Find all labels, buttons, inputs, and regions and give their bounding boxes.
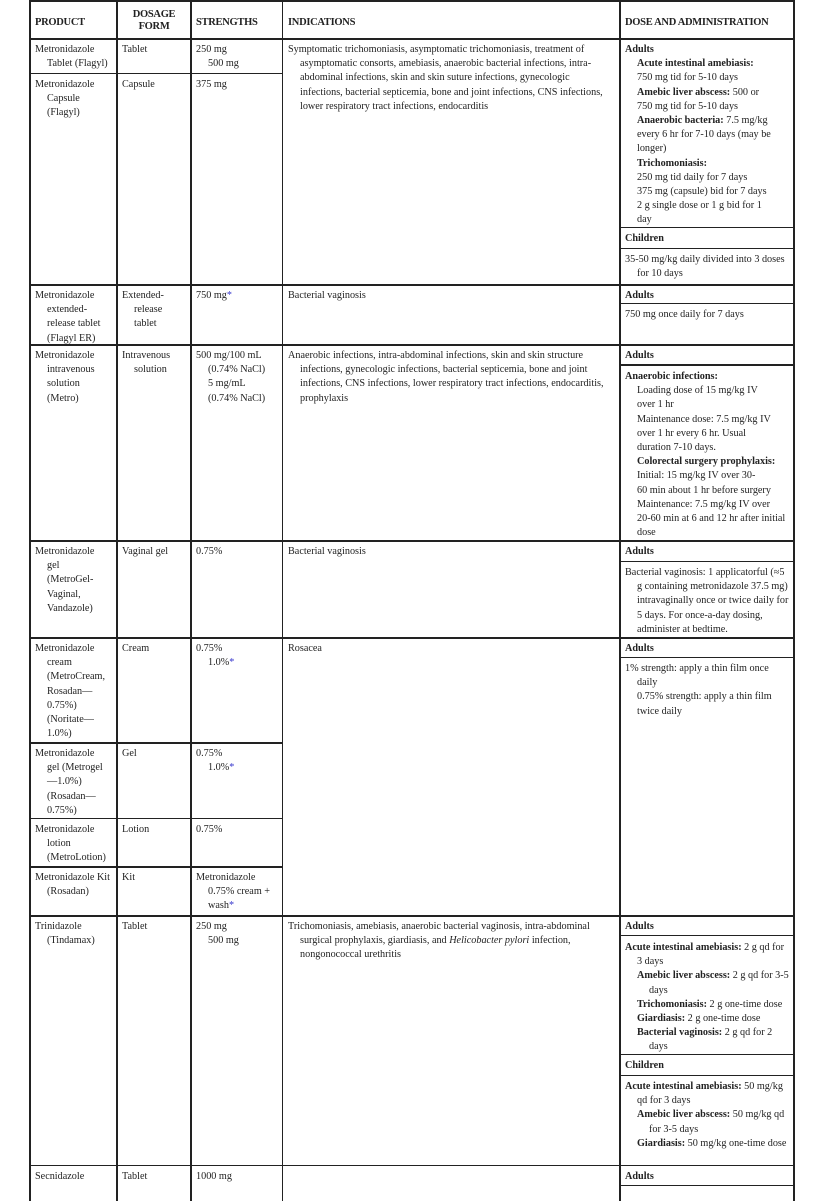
product-name: Vandazole) (47, 602, 93, 614)
dose-instruction: dose (637, 527, 656, 539)
dose-text: Bacterial vaginosis: 1 applicatorful (≈5 g containing metronidazole 37.5 mg) intravaginally once or twice daily for 5 days. For once-a-day dosing, administer at bedtime. (625, 567, 789, 635)
dose-instruction: 2 g qd for 3-5 days (649, 970, 789, 996)
product-name: Metronidazole (35, 546, 95, 557)
strength-value: Metronidazole (196, 872, 256, 883)
product-name: solution (47, 378, 80, 390)
dose-line (625, 526, 789, 540)
strengths-cell (192, 286, 282, 303)
strength-value: 750 mg (196, 290, 227, 301)
dose-line (625, 1108, 789, 1136)
dose-line (625, 398, 789, 412)
dose-indication-label: Amebic liver abscess: (637, 86, 731, 98)
strength-value: wash (208, 900, 229, 912)
product-name: Trinidazole (35, 921, 82, 932)
strength-value: 0.75% cream + (208, 886, 271, 898)
dose-line (625, 1012, 789, 1026)
dosage-form: Extended- (122, 290, 164, 301)
product-name: (Flagyl ER) (47, 332, 96, 344)
dose-instruction: 50 mg/kg qd for 3 days (637, 1081, 783, 1107)
strengths-cell: 0.75% (196, 546, 223, 557)
dose-instruction: 2 g single dose or 1 g bid for 1 (637, 200, 762, 212)
product-name: (MetroGel- (47, 574, 94, 586)
dose-instruction: 50 mg/kg one-time dose (685, 1137, 787, 1149)
product-cell (31, 917, 116, 948)
dose-instruction: 750 mg tid for 5-10 days (637, 72, 739, 84)
product-name: Metronidazole (35, 350, 95, 361)
dose-instruction: every 6 hr for 7-10 days (may be (637, 129, 771, 141)
product-name: Vaginal, (47, 588, 81, 600)
strength-value: (0.74% NaCl) (208, 364, 266, 376)
dose-line (625, 484, 789, 498)
product-cell (31, 286, 116, 346)
dosage-form-cell: Cream (122, 643, 150, 654)
dose-indication-label: Bacterial vaginosis: (637, 1027, 723, 1039)
dose-text: 35-50 mg/kg daily divided into 3 doses for 10 days (625, 254, 785, 280)
dosage-form-cell: Kit (122, 872, 136, 883)
dose-indication-label: Trichomoniasis: (637, 157, 707, 169)
indications-cell: Bacterial vaginosis (288, 546, 366, 557)
dose-line (637, 213, 789, 227)
dose-indication-label: Amebic liver abscess: (637, 970, 731, 982)
dose-line (637, 142, 789, 156)
dose-cell (621, 659, 793, 719)
dose-line (625, 469, 789, 483)
indications-cell (284, 346, 616, 406)
product-name: Metronidazole (35, 824, 95, 835)
rule (619, 364, 795, 366)
product-name: Metronidazole (35, 748, 95, 759)
product-name: Metronidazole (35, 290, 95, 301)
strength-value: 500 mg/100 mL (196, 350, 262, 361)
indications-cell: Rosacea (288, 643, 322, 654)
dose-line (637, 100, 789, 114)
dose-cell (621, 40, 793, 228)
header-dosage-form-line2: FORM (138, 21, 170, 33)
product-cell (31, 542, 116, 616)
dosage-form: release (134, 304, 163, 316)
dose-line (637, 86, 789, 100)
dose-indication-label: Anaerobic bacteria: (637, 115, 724, 127)
footnote-asterisk: * (226, 290, 232, 301)
header-indications: INDICATIONS (288, 17, 356, 28)
product-name: (Tindamax) (47, 935, 95, 947)
rule (619, 561, 795, 562)
rule (619, 1075, 795, 1076)
dose-indication-label: Trichomoniasis: (637, 998, 707, 1010)
product-name: lotion (47, 838, 71, 850)
organism-name: Helicobacter pylori (449, 935, 530, 947)
dose-line (625, 370, 789, 384)
product-cell (31, 75, 116, 121)
strengths-cell: 375 mg (196, 79, 227, 90)
dose-line (625, 512, 789, 526)
indications-text: Symptomatic trichomoniasis, asymptomatic trichomoniasis, treatment of asymptomatic consorts, amebiasis, anaerobic bacterial infections, intra-abdominal infections, skin and skin suture infections, gynecologic infections, bacterial septicemia, bone and joint infections, CNS infections, lower respiratory tract infections, endocarditis (288, 44, 603, 112)
dose-instruction: Initial: 15 mg/kg IV over 30- (637, 470, 756, 482)
strengths-cell (192, 639, 282, 670)
dose-instruction: over 1 hr every 6 hr. Usual (637, 427, 746, 439)
strength-value: 1.0% (208, 657, 230, 669)
product-name: Metronidazole (35, 79, 95, 90)
rule (116, 0, 118, 1201)
product-name: (Metro) (47, 392, 79, 404)
dose-line (625, 998, 789, 1012)
dosage-form-cell: Lotion (122, 824, 150, 835)
dose-line (637, 128, 789, 142)
rule (29, 73, 283, 74)
product-cell (31, 868, 116, 899)
rule (29, 818, 283, 819)
dose-line (625, 1137, 789, 1151)
dose-indication-label: Amebic liver abscess: (637, 1109, 731, 1121)
dose-list (625, 941, 789, 1055)
strengths-cell (192, 868, 282, 914)
product-name: (Rosadan— (47, 790, 96, 802)
strengths-cell (192, 346, 282, 406)
indications-text (288, 920, 612, 963)
rule (619, 657, 795, 658)
dose-line (625, 1080, 789, 1108)
product-cell (31, 820, 116, 866)
product-name: (Noritate— (47, 714, 94, 726)
dose-line (637, 114, 789, 128)
dosage-form-cell: Tablet (122, 44, 148, 55)
dose-instruction: day (637, 214, 652, 226)
dose-line (637, 57, 789, 71)
dosage-form: solution (134, 364, 167, 376)
dose-instruction: 750 mg tid for 5-10 days (637, 100, 739, 112)
product-name: Rosadan— (47, 685, 93, 697)
dose-line (637, 171, 789, 185)
dose-instruction: 7.5 mg/kg (723, 115, 768, 127)
product-name: 0.75%) (47, 804, 77, 816)
dose-instruction: duration 7-10 days. (637, 442, 716, 454)
dose-list (625, 370, 789, 540)
dose-indication-label: Acute intestinal amebiasis: (637, 58, 754, 70)
product-name: —1.0%) (47, 776, 82, 788)
rule (619, 1185, 795, 1186)
header-dose-administration: DOSE AND ADMINISTRATION (625, 17, 769, 28)
strength-value: 500 mg (208, 58, 239, 70)
dosage-form-cell: Vaginal gel (122, 546, 169, 557)
product-name: 0.75%) (47, 699, 77, 711)
product-name: Metronidazole Kit (35, 872, 110, 883)
dose-line (625, 1026, 789, 1054)
adults-label: Adults (625, 921, 654, 932)
product-cell: Secnidazole (35, 1171, 85, 1182)
dose-text: 0.75% strength: apply a thin film twice daily (637, 691, 772, 717)
dose-instruction: 375 mg (capsule) bid for 7 days (637, 186, 767, 198)
product-name: gel (47, 560, 60, 572)
product-name: (Flagyl) (47, 107, 80, 119)
adults-label: Adults (625, 44, 654, 55)
dose-indication-label: Giardiasis: (637, 1137, 686, 1149)
dose-instruction: Loading dose of 15 mg/kg IV (637, 385, 758, 397)
dose-indication-label: Anaerobic infections: (625, 371, 718, 382)
rule (619, 248, 795, 249)
dose-line (625, 455, 789, 469)
dose-line (637, 71, 789, 85)
product-name: Metronidazole (35, 643, 95, 654)
product-name: extended- (47, 304, 88, 316)
dose-instruction: 500 or (730, 86, 760, 98)
dose-list (625, 57, 789, 227)
product-name: Metronidazole (35, 44, 95, 55)
dose-indication-label: Acute intestinal amebiasis: (625, 942, 742, 953)
product-cell (31, 639, 116, 741)
header-dosage-form-line1: DOSAGE (132, 9, 176, 20)
strength-value: (0.74% NaCl) (208, 392, 266, 404)
dose-cell: 750 mg once daily for 7 days (625, 309, 744, 320)
strengths-cell: 1000 mg (196, 1171, 232, 1182)
adults-label: Adults (625, 350, 654, 361)
dose-instruction: longer) (637, 143, 667, 155)
rule (190, 0, 192, 1201)
dose-instruction: over 1 hr (637, 399, 674, 411)
product-cell (31, 40, 116, 71)
strengths-cell (192, 744, 282, 775)
rule (619, 935, 795, 936)
strengths-cell (192, 917, 282, 948)
footnote-asterisk: * (229, 657, 235, 669)
dose-line (625, 941, 789, 969)
dose-line (625, 427, 789, 441)
indications-text-part: infection, nongonococcal urethritis (300, 935, 571, 961)
strength-value: 500 mg (208, 935, 239, 947)
dose-instruction: 20-60 min at 6 and 12 hr after initial (637, 513, 786, 525)
dose-line (637, 199, 789, 213)
product-name: gel (Metrogel (47, 762, 103, 774)
product-cell (31, 346, 116, 406)
children-label: Children (625, 1060, 664, 1071)
dose-instruction: Maintenance dose: 7.5 mg/kg IV (637, 413, 771, 425)
dose-instruction: 2 g qd for 2 days (649, 1027, 773, 1053)
strength-value: 0.75% (196, 748, 223, 759)
indications-text: Anaerobic infections, intra-abdominal infections, skin and skin structure infections, gynecologic infections, bacterial septicemia, bone and joint infections, CNS infections, lower respiratory tract infections, endocarditis, prophylaxis (288, 350, 604, 404)
adults-label: Adults (625, 643, 654, 654)
strength-value: 1.0% (208, 762, 230, 774)
indications-cell: Bacterial vaginosis (288, 290, 366, 301)
strengths-cell: 0.75% (196, 824, 223, 835)
dose-line (625, 498, 789, 512)
strength-value: 0.75% (196, 643, 223, 654)
product-name: (MetroLotion) (47, 852, 106, 864)
dose-instruction: Maintenance: 7.5 mg/kg IV over (637, 498, 771, 510)
dosage-form: Intravenous (122, 350, 171, 361)
dose-list (625, 1080, 789, 1151)
adults-label: Adults (625, 1171, 654, 1182)
dose-instruction: 50 mg/kg qd for 3-5 days (649, 1109, 785, 1135)
indications-cell (284, 917, 616, 963)
strength-value: 250 mg (196, 921, 227, 932)
dosage-form-cell (118, 286, 190, 332)
header-dosage-form (118, 5, 190, 34)
dose-cell (621, 1077, 793, 1151)
product-name: intravenous (47, 364, 95, 376)
header-strengths: STRENGTHS (196, 17, 258, 28)
product-name: Capsule (47, 93, 80, 105)
header-product: PRODUCT (35, 17, 85, 28)
footnote-asterisk: * (229, 762, 235, 774)
product-cell (31, 744, 116, 818)
rule (793, 0, 795, 1201)
strengths-cell (192, 40, 282, 71)
dose-instruction: 60 min about 1 hr before surgery (637, 484, 771, 496)
dose-indication-label: Giardiasis: (637, 1013, 686, 1025)
dose-instruction: 2 g one-time dose (685, 1013, 761, 1025)
strength-value: 250 mg (196, 44, 227, 55)
dose-line (637, 185, 789, 199)
product-name: cream (47, 657, 72, 669)
rule (29, 1165, 795, 1166)
dose-instruction: 2 g one-time dose (707, 998, 783, 1010)
dose-indication-label: Acute intestinal amebiasis: (625, 1081, 742, 1092)
dose-cell (621, 367, 793, 540)
dose-instruction: 2 g qd for 3 days (637, 942, 785, 968)
adults-label: Adults (625, 546, 654, 557)
rule (29, 0, 795, 2)
dose-line (625, 969, 789, 997)
dosage-form-cell: Capsule (122, 79, 155, 90)
children-label: Children (625, 233, 664, 244)
dose-instruction: 250 mg tid daily for 7 days (637, 171, 748, 183)
dosage-form-cell (118, 346, 190, 377)
product-name: Tablet (Flagyl) (47, 58, 108, 70)
strength-value: 5 mg/mL (208, 378, 246, 390)
product-name: (Rosadan) (47, 886, 89, 898)
dose-cell (621, 938, 793, 1055)
product-name: 1.0%) (47, 728, 72, 740)
dosage-form-cell: Gel (122, 748, 137, 759)
adults-label: Adults (625, 290, 654, 301)
indications-cell (284, 40, 616, 114)
dose-cell (621, 250, 793, 281)
dose-text: 1% strength: apply a thin film once daily (625, 663, 769, 689)
indications-text-part: Trichomoniasis, amebiasis, anaerobic bacterial vaginosis, intra-abdominal surgical prophylaxis, giardiasis, and (288, 921, 590, 947)
dose-line (625, 413, 789, 427)
dosage-form-cell: Tablet (122, 921, 148, 932)
dose-line (625, 441, 789, 455)
footnote-asterisk: * (228, 900, 235, 912)
dose-indication-label: Colorectal surgery prophylaxis: (637, 456, 776, 468)
dose-line (637, 157, 789, 171)
dosage-form-cell: Tablet (122, 1171, 148, 1182)
product-name: (MetroCream, (47, 671, 105, 683)
dose-line (625, 384, 789, 398)
rule (282, 0, 283, 1201)
product-name: release tablet (47, 318, 101, 330)
dosage-form: tablet (134, 318, 157, 330)
dose-cell (621, 563, 793, 637)
